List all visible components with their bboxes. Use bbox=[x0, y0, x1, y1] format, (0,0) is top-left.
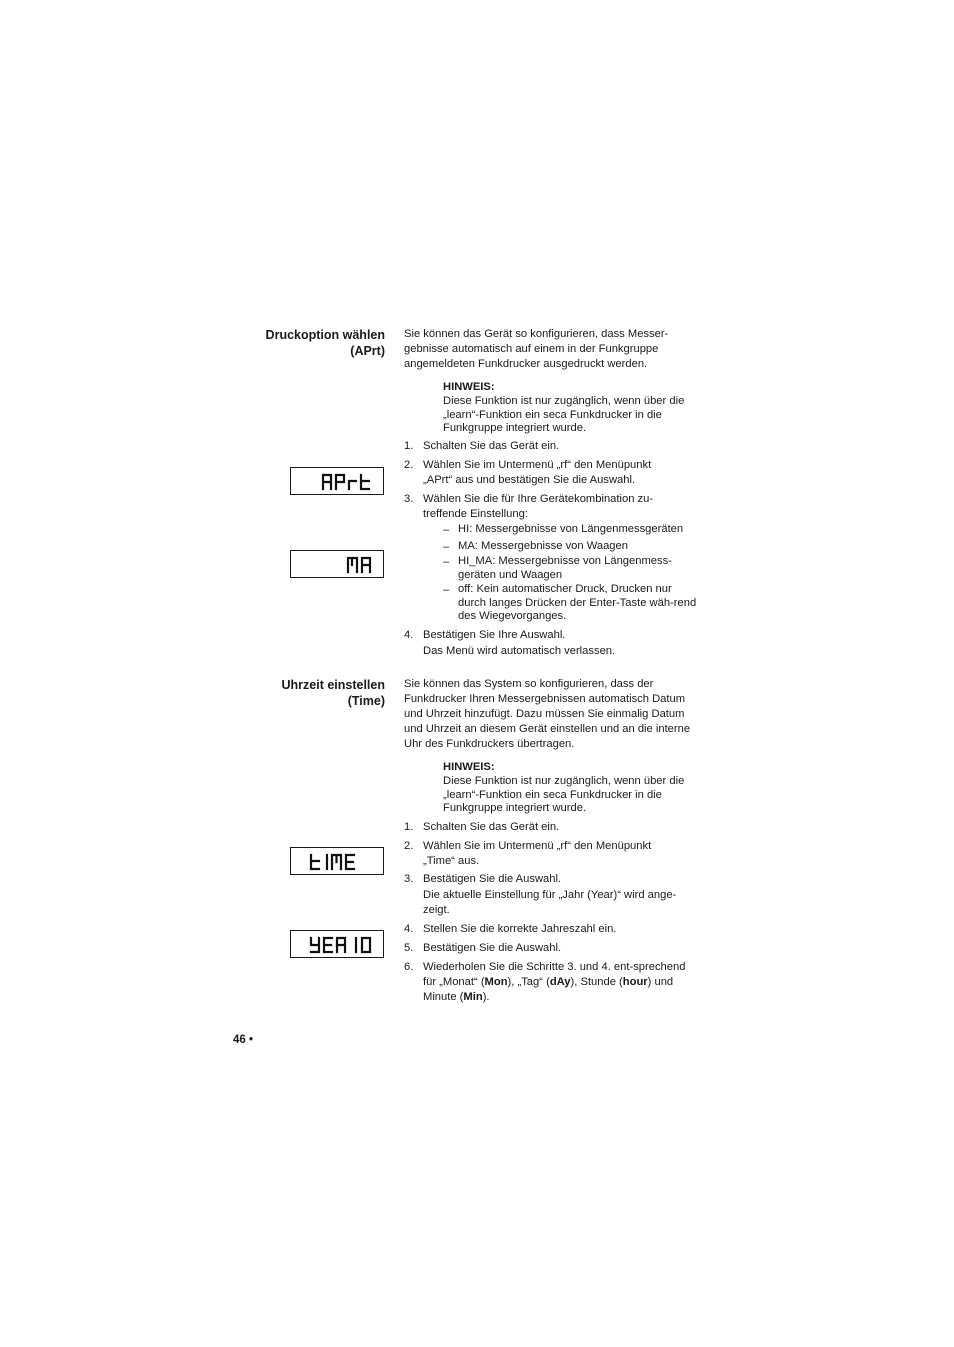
option-text: HI: Messergebnisse von Längenmessgeräten bbox=[458, 523, 684, 535]
step-text-part: ) und Minute ( bbox=[423, 976, 674, 1003]
step-text: Wählen Sie die für Ihre Gerätekombination zu-treffende Einstellung: bbox=[423, 493, 654, 520]
step-number: 4. bbox=[404, 923, 414, 935]
step-number: 2. bbox=[404, 459, 414, 471]
page-number: 46 • bbox=[233, 1034, 254, 1046]
step-text bbox=[423, 960, 693, 1005]
step-text: Bestätigen Sie die Auswahl. bbox=[423, 942, 562, 954]
step-keyword-day: dAy bbox=[549, 976, 571, 988]
step-text: Bestätigen Sie die Auswahl. bbox=[423, 873, 562, 885]
lcd-segments-aprt bbox=[291, 468, 383, 494]
step-keyword-hour: hour bbox=[622, 976, 648, 988]
step-text: Schalten Sie das Gerät ein. bbox=[423, 821, 560, 833]
step-result: Das Menü wird automatisch verlassen. bbox=[423, 645, 616, 657]
step-text: Stellen Sie die korrekte Jahreszahl ein. bbox=[423, 923, 617, 935]
option-dash: – bbox=[443, 541, 450, 553]
lcd-display-ma bbox=[290, 550, 384, 578]
heading-line: (Time) bbox=[347, 694, 385, 708]
intro-paragraph: Sie können das System so konfigurieren, dass der Funkdrucker Ihren Messergebnissen automatisch Datum und Uhrzeit hinzufügt. Dazu müssen Sie einmalig Datum und Uhrzeit an diesem Gerät einstellen und an die interne Uhr des Funkdruckers übertragen. bbox=[404, 678, 691, 750]
step-text-part: ), Stunde ( bbox=[570, 976, 623, 988]
option-text: off: Kein automatischer Druck, Drucken nur durch langes Drücken der Enter-Taste wäh-rend des Wiegevorganges. bbox=[458, 583, 697, 622]
option-dash: – bbox=[443, 584, 450, 596]
step-result: Die aktuelle Einstellung für „Jahr (Year)“ wird ange-zeigt. bbox=[423, 889, 677, 916]
step-keyword-min: Min bbox=[463, 991, 483, 1003]
step-number: 3. bbox=[404, 873, 414, 885]
note-title: HINWEIS: bbox=[443, 761, 495, 773]
option-text: MA: Messergebnisse von Waagen bbox=[458, 540, 628, 552]
option-dash: – bbox=[443, 524, 450, 536]
section-heading-uhrzeit bbox=[282, 677, 386, 709]
step-text: Schalten Sie das Gerät ein. bbox=[423, 440, 560, 452]
step-number: 3. bbox=[404, 493, 414, 505]
note-title: HINWEIS: bbox=[443, 381, 495, 393]
step-number: 1. bbox=[404, 440, 414, 452]
option-text: HI_MA: Messergebnisse von Längenmess-geräten und Waagen bbox=[458, 555, 672, 581]
note-text: Diese Funktion ist nur zugänglich, wenn über die „learn“-Funktion ein seca Funkdrucker in die Funkgruppe integriert wurde. bbox=[443, 775, 685, 814]
heading-line: Druckoption wählen bbox=[265, 328, 385, 342]
lcd-segments-year bbox=[291, 931, 383, 957]
heading-line: (APrt) bbox=[350, 344, 385, 358]
step-number: 2. bbox=[404, 840, 414, 852]
lcd-segments-time bbox=[291, 848, 383, 874]
step-number: 1. bbox=[404, 821, 414, 833]
lcd-display-time bbox=[290, 847, 384, 875]
step-text: Wählen Sie im Untermenü „rf“ den Menüpunkt „APrt“ aus und bestätigen Sie die Auswahl. bbox=[423, 459, 652, 486]
step-number: 6. bbox=[404, 961, 414, 973]
step-text-part: ). bbox=[482, 991, 490, 1003]
step-text: Bestätigen Sie Ihre Auswahl. bbox=[423, 629, 566, 641]
intro-paragraph: Sie können das Gerät so konfigurieren, dass Messer-gebnisse automatisch auf einem in der Funkgruppe angemeldeten Funkdrucker ausgedruckt werden. bbox=[404, 328, 669, 370]
step-number: 4. bbox=[404, 629, 414, 641]
step-text-part: ), „Tag“ ( bbox=[507, 976, 550, 988]
lcd-display-aprt bbox=[290, 467, 384, 495]
section-heading-druckoption bbox=[266, 327, 385, 359]
heading-line: Uhrzeit einstellen bbox=[281, 678, 385, 692]
lcd-segments-ma bbox=[291, 551, 383, 577]
step-keyword-mon: Mon bbox=[484, 976, 508, 988]
option-dash: – bbox=[443, 556, 450, 568]
lcd-display-year bbox=[290, 930, 384, 958]
step-number: 5. bbox=[404, 942, 414, 954]
step-text-part: Wiederholen Sie die Schritte 3. und 4. ent-sprechend für „Monat“ ( bbox=[423, 961, 686, 988]
step-text: Wählen Sie im Untermenü „rf“ den Menüpunkt „Time“ aus. bbox=[423, 840, 652, 867]
note-text: Diese Funktion ist nur zugänglich, wenn über die „learn“-Funktion ein seca Funkdrucker in die Funkgruppe integriert wurde. bbox=[443, 395, 685, 434]
